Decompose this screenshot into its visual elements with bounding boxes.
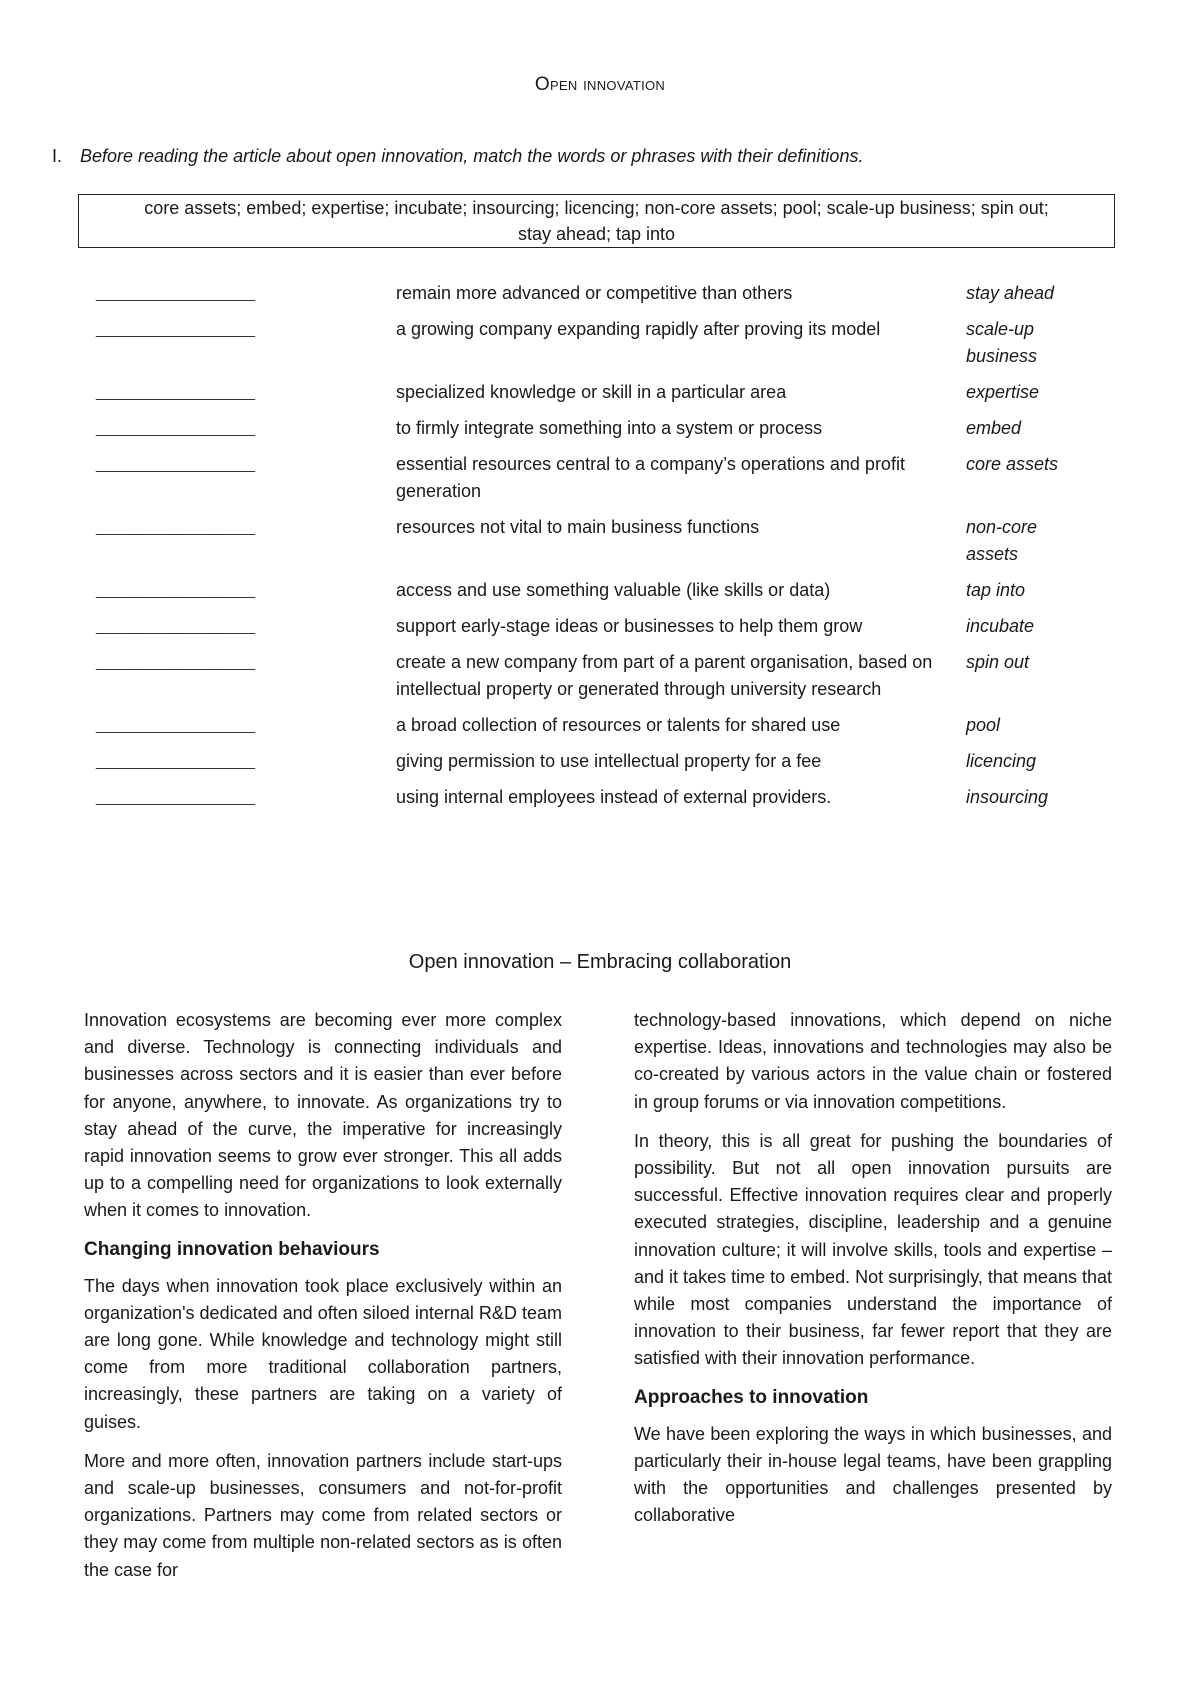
definition-row: [96, 514, 1116, 568]
definition-row: [96, 280, 1116, 307]
article-paragraph: Innovation ecosystems are becoming ever more complex and diverse. Technology is connecting individuals and businesses across sectors and it is easier than ever before for anyone, anywhere, to innovate. As organizations try to stay ahead of the curve, the imperative for increasingly rapid innovation seems to grow ever stronger. This all adds up to a compelling need for organizations to look externally when it comes to innovation.: [84, 1010, 562, 1221]
word-box-line-1: core assets; embed; expertise; incubate; insourcing; licencing; non-core assets; pool; scale-up business; spin out;: [144, 198, 1049, 218]
answer-blank[interactable]: ____________________: [96, 285, 254, 302]
answer-blank[interactable]: ____________________: [96, 582, 254, 599]
answer-text: embed: [966, 418, 1022, 438]
definition-row: [96, 748, 1116, 775]
exercise-instruction: [52, 146, 1152, 167]
answer-text: licencing: [966, 751, 1037, 771]
definition-row: [96, 379, 1116, 406]
definition-text: a growing company expanding rapidly after proving its model: [396, 319, 881, 339]
answer-text: core assets: [966, 454, 1059, 474]
answer-text: insourcing: [966, 787, 1049, 807]
answer-text: pool: [966, 715, 1001, 735]
answer-blank[interactable]: ____________________: [96, 420, 254, 437]
answer-blank[interactable]: ____________________: [96, 654, 254, 671]
article-title: Open innovation – Embracing collaboration: [408, 951, 792, 973]
answer-blank[interactable]: ____________________: [96, 789, 254, 806]
answer-blank[interactable]: ____________________: [96, 519, 254, 536]
article-paragraph: More and more often, innovation partners include start-ups and scale-up businesses, consumers and not-for-profit organizations. Partners may come from related sectors or they may come from multiple non-related sectors as is often the case for: [84, 1450, 562, 1580]
exercise-number: I.: [52, 146, 63, 166]
answer-blank[interactable]: ____________________: [96, 384, 254, 401]
answer-text: spin out: [966, 652, 1030, 672]
definition-row: [96, 316, 1116, 370]
definition-row: [96, 649, 1116, 703]
answer-blank[interactable]: ____________________: [96, 456, 254, 473]
answer-blank[interactable]: ____________________: [96, 753, 254, 770]
answer-text: tap into: [966, 580, 1026, 600]
definition-row: [96, 613, 1116, 640]
definition-text: to firmly integrate something into a system or process: [396, 418, 823, 438]
section-heading: Changing innovation behaviours: [84, 1238, 380, 1260]
answer-text: stay ahead: [966, 283, 1055, 303]
answer-blank[interactable]: ____________________: [96, 618, 254, 635]
article-column-right: [634, 1007, 1112, 1541]
article-paragraph: We have been exploring the ways in which businesses, and particularly their in-house legal teams, have been grappling with the opportunities and challenges presented by collaborative: [634, 1423, 1112, 1526]
definition-text: remain more advanced or competitive than others: [396, 283, 793, 303]
section-heading: Approaches to innovation: [634, 1386, 869, 1408]
article-paragraph: The days when innovation took place exclusively within an organization's dedicated and often siloed internal R&D team are long gone. While knowledge and technology might still come from more traditional collaboration partners, increasingly, these partners are taking on a variety of guises.: [84, 1275, 562, 1432]
answer-text: expertise: [966, 382, 1040, 402]
definition-text: giving permission to use intellectual property for a fee: [396, 751, 822, 771]
definition-text: essential resources central to a company’s operations and profit generation: [396, 454, 905, 501]
answer-text: non-core assets: [966, 517, 1038, 564]
answer-text: scale-up business: [966, 319, 1038, 366]
answer-blank[interactable]: ____________________: [96, 717, 254, 734]
word-box-line-2: stay ahead; tap into: [517, 224, 676, 244]
definition-list: [96, 280, 1116, 811]
definition-row: [96, 577, 1116, 604]
definition-text: create a new company from part of a parent organisation, based on intellectual property or generated through university research: [396, 652, 933, 699]
definition-row: [96, 784, 1116, 811]
answer-text: incubate: [966, 616, 1035, 636]
definition-text: access and use something valuable (like skills or data): [396, 580, 831, 600]
article-paragraph: In theory, this is all great for pushing the boundaries of possibility. But not all open innovation pursuits are successful. Effective innovation requires clear and properly executed strategies, discipline, leadership and a genuine innovation culture; it will involve skills, tools and expertise – and it takes time to embed. Not surprisingly, that means that while most companies understand the importance of innovation to their business, far fewer report that they are satisfied with their innovation performance.: [634, 1130, 1112, 1369]
exercise-instruction-text: Before reading the article about open innovation, match the words or phrases with their definitions.: [80, 146, 864, 166]
definition-text: a broad collection of resources or talents for shared use: [396, 715, 841, 735]
definition-text: specialized knowledge or skill in a particular area: [396, 382, 787, 402]
definition-text: resources not vital to main business functions: [396, 517, 760, 537]
word-box: [78, 194, 1115, 248]
definition-text: support early-stage ideas or businesses to help them grow: [396, 616, 863, 636]
definition-row: [96, 415, 1116, 442]
document-title: Open innovation: [534, 74, 666, 95]
definition-row: [96, 712, 1116, 739]
article-paragraph: technology-based innovations, which depend on niche expertise. Ideas, innovations and technologies may also be co-created by various actors in the value chain or fostered in group forums or via innovation competitions.: [634, 1010, 1112, 1112]
answer-blank[interactable]: ____________________: [96, 321, 254, 338]
article-column-left: [84, 1007, 562, 1596]
definition-row: [96, 451, 1116, 505]
definition-text: using internal employees instead of external providers.: [396, 787, 832, 807]
